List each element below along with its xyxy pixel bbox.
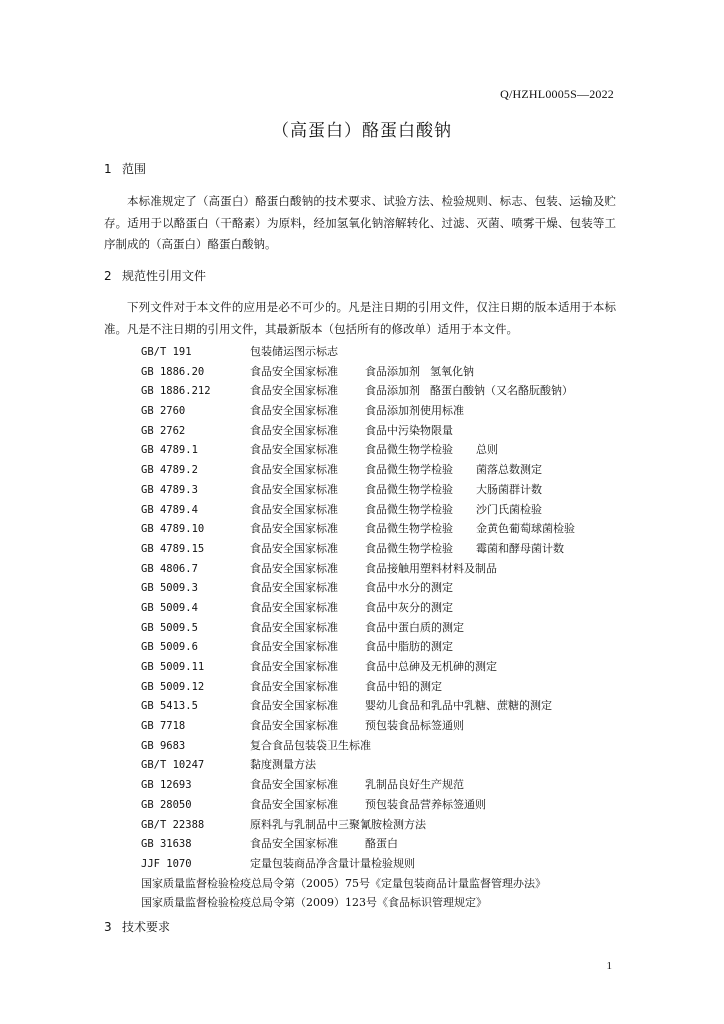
ref-code: GB 5009.11 bbox=[141, 661, 205, 673]
ref-detail: 大肠菌群计数 bbox=[476, 482, 542, 496]
ref-title: 食品安全国家标准 bbox=[250, 600, 338, 614]
ref-title: 食品安全国家标准 bbox=[250, 364, 338, 378]
section-1-heading bbox=[104, 160, 146, 177]
reference-item bbox=[141, 500, 575, 520]
ref-title: 复合食品包装袋卫生标准 bbox=[250, 738, 371, 752]
section-number: 3 bbox=[104, 920, 112, 934]
ref-code: GB 5413.5 bbox=[141, 700, 198, 713]
reference-item bbox=[141, 460, 575, 480]
reference-item bbox=[141, 519, 575, 539]
ref-code: GB 5009.3 bbox=[141, 582, 198, 595]
ref-code: GB/T 191 bbox=[141, 346, 192, 358]
ref-title: 黏度测量方法 bbox=[250, 758, 316, 772]
ref-subtitle: 乳制品良好生产规范 bbox=[365, 778, 464, 792]
ref-subtitle: 食品微生物学检验 bbox=[365, 463, 453, 477]
ref-subtitle: 食品中灰分的测定 bbox=[365, 600, 453, 614]
ref-detail: 沙门氏菌检验 bbox=[476, 502, 542, 516]
reference-item bbox=[141, 755, 575, 775]
section-1-paragraph: 本标准规定了（高蛋白）酪蛋白酸钠的技术要求、试验方法、检验规则、标志、包装、运输及贮存。适用于以酪蛋白（干酪素）为原料，经加氢氧化钠溶解转化、过滤、灭菌、喷雾干燥、包装等工序制成的（高蛋白）酪蛋白酸钠。 bbox=[104, 194, 616, 251]
reference-item bbox=[141, 716, 575, 736]
ref-subtitle: 婴幼儿食品和乳品中乳糖、蔗糖的测定 bbox=[365, 699, 552, 713]
ref-code: GB 7718 bbox=[141, 720, 186, 733]
ref-subtitle: 食品微生物学检验 bbox=[365, 482, 453, 496]
ref-subtitle: 食品微生物学检验 bbox=[365, 541, 453, 555]
ref-code: GB 4789.2 bbox=[141, 464, 198, 477]
ref-subtitle: 食品接触用塑料材料及制品 bbox=[365, 561, 497, 575]
ref-title: 食品安全国家标准 bbox=[250, 778, 338, 792]
reference-item bbox=[141, 598, 575, 618]
ref-subtitle: 食品微生物学检验 bbox=[365, 522, 453, 536]
reference-item bbox=[141, 815, 575, 835]
reference-item bbox=[141, 637, 575, 657]
reference-item bbox=[141, 578, 575, 598]
section-title: 范围 bbox=[122, 162, 147, 176]
ref-subtitle: 预包装食品标签通则 bbox=[365, 719, 464, 733]
ref-title: 食品安全国家标准 bbox=[250, 561, 338, 575]
ref-title: 食品安全国家标准 bbox=[250, 522, 338, 536]
ref-subtitle: 食品中水分的测定 bbox=[365, 581, 453, 595]
ref-detail: 总则 bbox=[476, 443, 498, 457]
decree-item: 国家质量监督检验检疫总局令第（2005）75号《定量包装商品计量监督管理办法》 bbox=[141, 876, 546, 890]
ref-detail: 菌落总数测定 bbox=[476, 463, 542, 477]
document-title: （高蛋白）酪蛋白酸钠 bbox=[272, 121, 452, 141]
reference-item bbox=[141, 381, 575, 401]
ref-title: 食品安全国家标准 bbox=[250, 581, 338, 595]
reference-list bbox=[141, 342, 575, 913]
ref-detail: 霉菌和酵母菌计数 bbox=[476, 541, 564, 555]
ref-code: GB/T 22388 bbox=[141, 818, 205, 831]
ref-code: GB 2762 bbox=[141, 424, 186, 437]
section-title: 技术要求 bbox=[122, 920, 171, 934]
reference-item bbox=[141, 657, 575, 677]
reference-item bbox=[141, 421, 575, 441]
ref-code: GB 31638 bbox=[141, 838, 192, 851]
ref-subtitle: 食品中污染物限量 bbox=[365, 423, 453, 437]
standard-code: Q/HZHL0005S—2022 bbox=[500, 87, 614, 101]
ref-code: GB 4789.4 bbox=[141, 503, 198, 516]
page-number: 1 bbox=[606, 960, 612, 972]
section-2-paragraph: 下列文件对于本文件的应用是必不可少的。凡是注日期的引用文件，仅注日期的版本适用于本标准。凡是不注日期的引用文件，其最新版本（包括所有的修改单）适用于本文件。 bbox=[104, 300, 616, 336]
reference-item bbox=[141, 342, 575, 362]
ref-title: 食品安全国家标准 bbox=[250, 423, 338, 437]
section-number: 1 bbox=[104, 162, 112, 176]
ref-title: 食品安全国家标准 bbox=[250, 502, 338, 516]
reference-item bbox=[141, 362, 575, 382]
reference-item bbox=[141, 677, 575, 697]
ref-title: 包装储运图示标志 bbox=[250, 345, 338, 358]
ref-code: GB 5009.12 bbox=[141, 680, 205, 693]
ref-subtitle: 食品添加剂 bbox=[365, 364, 420, 378]
ref-title: 食品安全国家标准 bbox=[250, 640, 338, 654]
section-2-heading bbox=[104, 267, 206, 284]
reference-item bbox=[141, 775, 575, 795]
reference-item bbox=[141, 401, 575, 421]
ref-subtitle: 食品中脂肪的测定 bbox=[365, 640, 453, 654]
decree-item: 国家质量监督检验检疫总局令第（2009）123号《食品标识管理规定》 bbox=[141, 896, 487, 910]
ref-code: GB 5009.6 bbox=[141, 641, 198, 654]
ref-title: 食品安全国家标准 bbox=[250, 679, 338, 693]
ref-detail: 金黄色葡萄球菌检验 bbox=[476, 522, 575, 536]
ref-title: 食品安全国家标准 bbox=[250, 837, 338, 851]
ref-title: 定量包装商品净含量计量检验规则 bbox=[250, 856, 415, 870]
reference-item bbox=[141, 795, 575, 815]
reference-item bbox=[141, 834, 575, 854]
reference-item bbox=[141, 539, 575, 559]
ref-title: 食品安全国家标准 bbox=[250, 699, 338, 713]
ref-code: GB 9683 bbox=[141, 739, 186, 752]
ref-code: GB 5009.5 bbox=[141, 621, 198, 634]
ref-code: GB 28050 bbox=[141, 798, 192, 811]
ref-subtitle: 食品微生物学检验 bbox=[365, 502, 453, 516]
ref-code: GB 4789.10 bbox=[141, 523, 205, 536]
ref-code: GB 4806.7 bbox=[141, 562, 198, 575]
ref-code: GB 2760 bbox=[141, 405, 186, 418]
ref-subtitle: 酪蛋白 bbox=[365, 837, 398, 851]
ref-title: 食品安全国家标准 bbox=[250, 797, 338, 811]
ref-title: 食品安全国家标准 bbox=[250, 443, 338, 457]
ref-title: 食品安全国家标准 bbox=[250, 660, 338, 673]
ref-subtitle: 食品微生物学检验 bbox=[365, 443, 453, 457]
ref-title: 食品安全国家标准 bbox=[250, 482, 338, 496]
ref-code: GB 4789.1 bbox=[141, 444, 198, 457]
ref-subtitle: 食品添加剂使用标准 bbox=[365, 404, 464, 418]
ref-subtitle: 预包装食品营养标签通则 bbox=[365, 797, 486, 811]
ref-title: 原料乳与乳制品中三聚氰胺检测方法 bbox=[250, 817, 426, 831]
reference-item bbox=[141, 736, 575, 756]
ref-code: JJF 1070 bbox=[141, 857, 192, 870]
ref-title: 食品安全国家标准 bbox=[250, 384, 338, 398]
ref-code: GB 12693 bbox=[141, 779, 192, 792]
ref-code: GB 1886.212 bbox=[141, 385, 211, 398]
ref-detail: 酪蛋白酸钠（又名酪朊酸钠） bbox=[430, 384, 573, 398]
section-3-heading bbox=[104, 918, 170, 935]
ref-code: GB 4789.15 bbox=[141, 542, 205, 555]
reference-item bbox=[141, 618, 575, 638]
ref-code: GB 5009.4 bbox=[141, 601, 198, 614]
ref-title: 食品安全国家标准 bbox=[250, 541, 338, 555]
reference-item bbox=[141, 480, 575, 500]
reference-item bbox=[141, 854, 575, 874]
ref-title: 食品安全国家标准 bbox=[250, 719, 338, 733]
reference-item bbox=[141, 440, 575, 460]
ref-subtitle: 食品中铅的测定 bbox=[365, 679, 442, 693]
ref-code: GB 1886.20 bbox=[141, 365, 205, 378]
ref-subtitle: 食品添加剂 bbox=[365, 384, 420, 398]
reference-item bbox=[141, 696, 575, 716]
section-number: 2 bbox=[104, 269, 112, 283]
ref-code: GB 4789.3 bbox=[141, 483, 198, 496]
ref-code: GB/T 10247 bbox=[141, 759, 205, 772]
ref-subtitle: 食品中总砷及无机砷的测定 bbox=[365, 660, 497, 673]
ref-title: 食品安全国家标准 bbox=[250, 620, 338, 634]
ref-detail: 氢氧化钠 bbox=[430, 364, 474, 378]
section-title: 规范性引用文件 bbox=[122, 269, 207, 283]
ref-subtitle: 食品中蛋白质的测定 bbox=[365, 620, 464, 634]
reference-item bbox=[141, 559, 575, 579]
ref-title: 食品安全国家标准 bbox=[250, 404, 338, 418]
ref-title: 食品安全国家标准 bbox=[250, 463, 338, 477]
